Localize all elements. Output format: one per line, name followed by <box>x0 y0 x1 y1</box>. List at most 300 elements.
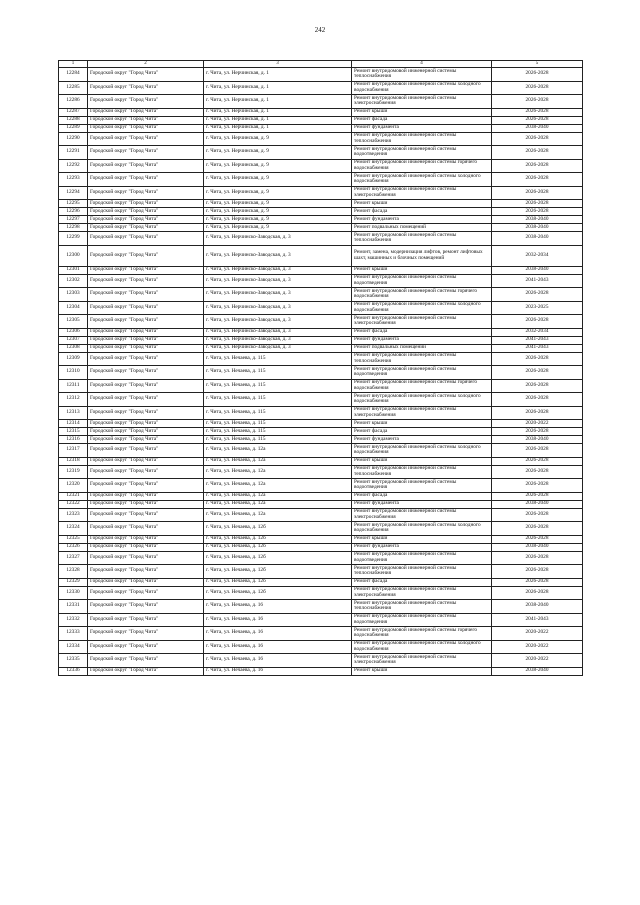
row-number-cell: 12299 <box>59 232 88 246</box>
table-row <box>59 224 583 232</box>
row-number-cell: 12332 <box>59 613 88 627</box>
work-type-cell: Ремонт фундамента <box>352 436 492 444</box>
header-cell: 3 <box>204 61 352 68</box>
municipality-cell: Городской округ "Город Чита" <box>88 420 204 428</box>
table-row <box>59 379 583 393</box>
period-cell: 2026-2028 <box>492 393 583 407</box>
address-cell: г. Чита, ул. Нечаева, д. 12а <box>204 508 352 522</box>
municipality-cell: Городской округ "Город Чита" <box>88 173 204 187</box>
row-number-cell: 12329 <box>59 578 88 586</box>
period-cell: 2026-2028 <box>492 315 583 329</box>
municipality-cell: Городской округ "Город Чита" <box>88 600 204 614</box>
row-number-cell: 12325 <box>59 535 88 543</box>
address-cell: г. Чита, ул. Нечаева, д. 115 <box>204 406 352 420</box>
period-cell: 2026-2028 <box>492 186 583 200</box>
row-number-cell: 12292 <box>59 159 88 173</box>
address-cell: г. Чита, ул. Нечаева, д. 115 <box>204 393 352 407</box>
row-number-cell: 12310 <box>59 366 88 380</box>
work-type-cell: Ремонт внутридомовой инженерной системы теплоснабжения <box>352 68 492 82</box>
row-number-cell: 12330 <box>59 586 88 600</box>
table-row <box>59 95 583 109</box>
municipality-cell: Городской округ "Город Чита" <box>88 522 204 536</box>
address-cell: г. Чита, ул. Нерчинская, д. 9 <box>204 132 352 146</box>
period-cell: 2026-2028 <box>492 551 583 565</box>
row-number-cell: 12333 <box>59 627 88 641</box>
address-cell: г. Чита, ул. Нечаева, д. 12б <box>204 565 352 579</box>
table-row <box>59 406 583 420</box>
work-type-cell: Ремонт внутридомовой инженерной системы теплоснабжения <box>352 132 492 146</box>
row-number-cell: 12298 <box>59 224 88 232</box>
work-type-cell: Ремонт фундамента <box>352 124 492 132</box>
period-cell: 2038-2040 <box>492 667 583 675</box>
row-number-cell: 12324 <box>59 522 88 536</box>
municipality-cell: Городской округ "Город Чита" <box>88 406 204 420</box>
row-number-cell: 12323 <box>59 508 88 522</box>
work-type-cell: Ремонт фасада <box>352 328 492 336</box>
address-cell: г. Чита, ул. Нечаева, д. 115 <box>204 428 352 436</box>
work-type-cell: Ремонт внутридомовой инженерной системы водоотведения <box>352 551 492 565</box>
municipality-cell: Городской округ "Город Чита" <box>88 266 204 274</box>
municipality-cell: Городской округ "Город Чита" <box>88 274 204 288</box>
row-number-cell: 12307 <box>59 336 88 344</box>
row-number-cell: 12308 <box>59 344 88 352</box>
municipality-cell: Городской округ "Город Чита" <box>88 81 204 95</box>
table-row <box>59 667 583 675</box>
header-cell: 2 <box>88 61 204 68</box>
period-cell: 2026-2028 <box>492 565 583 579</box>
address-cell: г. Чита, ул. Нерчинско-Заводская, д. 3 <box>204 336 352 344</box>
work-type-cell: Ремонт подвальных помещений <box>352 224 492 232</box>
table-row <box>59 600 583 614</box>
period-cell: 2020-2022 <box>492 627 583 641</box>
table-row <box>59 301 583 315</box>
work-type-cell: Ремонт фундамента <box>352 336 492 344</box>
work-type-cell: Ремонт фасада <box>352 428 492 436</box>
address-cell: г. Чита, ул. Нерчинская, д. 9 <box>204 173 352 187</box>
table-row <box>59 366 583 380</box>
municipality-cell: Городской округ "Город Чита" <box>88 95 204 109</box>
period-cell: 2023-2025 <box>492 301 583 315</box>
address-cell: г. Чита, ул. Нечаева, д. 16 <box>204 600 352 614</box>
address-cell: г. Чита, ул. Нечаева, д. 16 <box>204 667 352 675</box>
municipality-cell: Городской округ "Город Чита" <box>88 366 204 380</box>
row-number-cell: 12313 <box>59 406 88 420</box>
row-number-cell: 12284 <box>59 68 88 82</box>
work-type-cell: Ремонт фасада <box>352 578 492 586</box>
work-type-cell: Ремонт внутридомовой инженерной системы электроснабжения <box>352 186 492 200</box>
municipality-cell: Городской округ "Город Чита" <box>88 208 204 216</box>
row-number-cell: 12315 <box>59 428 88 436</box>
period-cell: 2026-2028 <box>492 586 583 600</box>
row-number-cell: 12326 <box>59 543 88 551</box>
row-number-cell: 12309 <box>59 352 88 366</box>
work-type-cell: Ремонт крыши <box>352 108 492 116</box>
table-row <box>59 551 583 565</box>
address-cell: г. Чита, ул. Нечаева, д. 12б <box>204 543 352 551</box>
table-row <box>59 108 583 116</box>
period-cell: 2038-2040 <box>492 266 583 274</box>
period-cell: 2038-2040 <box>492 436 583 444</box>
municipality-cell: Городской округ "Город Чита" <box>88 116 204 124</box>
address-cell: г. Чита, ул. Нечаева, д. 12б <box>204 535 352 543</box>
work-type-cell: Ремонт внутридомовой инженерной системы холодного водоснабжения <box>352 301 492 315</box>
row-number-cell: 12321 <box>59 492 88 500</box>
address-cell: г. Чита, ул. Нечаева, д. 115 <box>204 352 352 366</box>
row-number-cell: 12295 <box>59 200 88 208</box>
row-number-cell: 12301 <box>59 266 88 274</box>
period-cell: 2026-2028 <box>492 108 583 116</box>
work-type-cell: Ремонт подвальных помещений <box>352 344 492 352</box>
table-row <box>59 336 583 344</box>
municipality-cell: Городской округ "Город Чита" <box>88 124 204 132</box>
table-row <box>59 393 583 407</box>
period-cell: 2026-2028 <box>492 68 583 82</box>
work-type-cell: Ремонт фасада <box>352 208 492 216</box>
table-body <box>59 61 583 676</box>
table-row <box>59 492 583 500</box>
address-cell: г. Чита, ул. Нерчинско-Заводская, д. 3 <box>204 288 352 302</box>
table-row <box>59 420 583 428</box>
period-cell: 2026-2028 <box>492 366 583 380</box>
address-cell: г. Чита, ул. Нерчинская, д. 1 <box>204 124 352 132</box>
municipality-cell: Городской округ "Город Чита" <box>88 216 204 224</box>
period-cell: 2026-2028 <box>492 444 583 458</box>
work-type-cell: Ремонт внутридомовой инженерной системы горячего водоснабжения <box>352 159 492 173</box>
row-number-cell: 12305 <box>59 315 88 329</box>
period-cell: 2026-2028 <box>492 132 583 146</box>
work-type-cell: Ремонт внутридомовой инженерной системы электроснабжения <box>352 654 492 668</box>
municipality-cell: Городской округ "Город Чита" <box>88 336 204 344</box>
table-row <box>59 315 583 329</box>
table-row <box>59 640 583 654</box>
row-number-cell: 12302 <box>59 274 88 288</box>
address-cell: г. Чита, ул. Нечаева, д. 12а <box>204 465 352 479</box>
address-cell: г. Чита, ул. Нерчинская, д. 9 <box>204 200 352 208</box>
row-number-cell: 12303 <box>59 288 88 302</box>
row-number-cell: 12328 <box>59 565 88 579</box>
municipality-cell: Городской округ "Город Чита" <box>88 186 204 200</box>
table-row <box>59 68 583 82</box>
period-cell: 2026-2028 <box>492 200 583 208</box>
row-number-cell: 12317 <box>59 444 88 458</box>
address-cell: г. Чита, ул. Нечаева, д. 12а <box>204 444 352 458</box>
municipality-cell: Городской округ "Город Чита" <box>88 508 204 522</box>
table-row <box>59 159 583 173</box>
row-number-cell: 12286 <box>59 95 88 109</box>
period-cell: 2026-2028 <box>492 352 583 366</box>
municipality-cell: Городской округ "Город Чита" <box>88 328 204 336</box>
municipality-cell: Городской округ "Город Чита" <box>88 479 204 493</box>
row-number-cell: 12314 <box>59 420 88 428</box>
table-row <box>59 436 583 444</box>
row-number-cell: 12322 <box>59 500 88 508</box>
work-type-cell: Ремонт фасада <box>352 116 492 124</box>
address-cell: г. Чита, ул. Нечаева, д. 12б <box>204 578 352 586</box>
row-number-cell: 12289 <box>59 124 88 132</box>
municipality-cell: Городской округ "Город Чита" <box>88 393 204 407</box>
row-number-cell: 12296 <box>59 208 88 216</box>
address-cell: г. Чита, ул. Нерчинско-Заводская, д. 3 <box>204 266 352 274</box>
address-cell: г. Чита, ул. Нерчинско-Заводская, д. 3 <box>204 301 352 315</box>
address-cell: г. Чита, ул. Нечаева, д. 115 <box>204 436 352 444</box>
address-cell: г. Чита, ул. Нечаева, д. 12б <box>204 586 352 600</box>
table-row <box>59 500 583 508</box>
table-row <box>59 232 583 246</box>
municipality-cell: Городской округ "Город Чита" <box>88 132 204 146</box>
address-cell: г. Чита, ул. Нерчинская, д. 1 <box>204 68 352 82</box>
work-type-cell: Ремонт внутридомовой инженерной системы водоотведения <box>352 274 492 288</box>
row-number-cell: 12336 <box>59 667 88 675</box>
table-row <box>59 288 583 302</box>
address-cell: г. Чита, ул. Нерчинская, д. 9 <box>204 146 352 160</box>
period-cell: 2026-2028 <box>492 428 583 436</box>
table-row <box>59 200 583 208</box>
table-row <box>59 344 583 352</box>
work-type-cell: Ремонт внутридомовой инженерной системы холодного водоснабжения <box>352 173 492 187</box>
period-cell: 2026-2028 <box>492 508 583 522</box>
period-cell: 2026-2028 <box>492 522 583 536</box>
period-cell: 2026-2028 <box>492 159 583 173</box>
period-cell: 2026-2028 <box>492 116 583 124</box>
header-cell: 5 <box>492 61 583 68</box>
municipality-cell: Городской округ "Город Чита" <box>88 68 204 82</box>
row-number-cell: 12290 <box>59 132 88 146</box>
work-type-cell: Ремонт крыши <box>352 535 492 543</box>
period-cell: 2026-2028 <box>492 81 583 95</box>
municipality-cell: Городской округ "Город Чита" <box>88 245 204 266</box>
municipality-cell: Городской округ "Город Чита" <box>88 654 204 668</box>
table-row <box>59 627 583 641</box>
table-row <box>59 124 583 132</box>
address-cell: г. Чита, ул. Нечаева, д. 16 <box>204 640 352 654</box>
work-type-cell: Ремонт крыши <box>352 420 492 428</box>
address-cell: г. Чита, ул. Нерчинско-Заводская, д. 3 <box>204 315 352 329</box>
municipality-cell: Городской округ "Город Чита" <box>88 586 204 600</box>
address-cell: г. Чита, ул. Нерчинско-Заводская, д. 3 <box>204 344 352 352</box>
work-type-cell: Ремонт внутридомовой инженерной системы холодного водоснабжения <box>352 444 492 458</box>
work-type-cell: Ремонт внутридомовой инженерной системы горячего водоснабжения <box>352 379 492 393</box>
municipality-cell: Городской округ "Город Чита" <box>88 613 204 627</box>
table-row <box>59 613 583 627</box>
period-cell: 2026-2028 <box>492 146 583 160</box>
table-row <box>59 274 583 288</box>
period-cell: 2032-2034 <box>492 328 583 336</box>
address-cell: г. Чита, ул. Нечаева, д. 12б <box>204 522 352 536</box>
row-number-cell: 12335 <box>59 654 88 668</box>
row-number-cell: 12334 <box>59 640 88 654</box>
period-cell: 2026-2028 <box>492 379 583 393</box>
work-type-cell: Ремонт внутридомовой инженерной системы теплоснабжения <box>352 352 492 366</box>
period-cell: 2026-2028 <box>492 406 583 420</box>
table-row <box>59 186 583 200</box>
municipality-cell: Городской округ "Город Чита" <box>88 492 204 500</box>
period-cell: 2032-2034 <box>492 245 583 266</box>
address-cell: г. Чита, ул. Нерчинская, д. 1 <box>204 81 352 95</box>
work-type-cell: Ремонт фундамента <box>352 216 492 224</box>
work-type-cell: Ремонт внутридомовой инженерной системы холодного водоснабжения <box>352 522 492 536</box>
period-cell: 2041-2043 <box>492 336 583 344</box>
work-type-cell: Ремонт внутридомовой инженерной системы водоотведения <box>352 146 492 160</box>
address-cell: г. Чита, ул. Нерчинская, д. 9 <box>204 186 352 200</box>
work-type-cell: Ремонт крыши <box>352 266 492 274</box>
work-type-cell: Ремонт внутридомовой инженерной системы теплоснабжения <box>352 565 492 579</box>
table-row <box>59 173 583 187</box>
address-cell: г. Чита, ул. Нечаева, д. 16 <box>204 613 352 627</box>
table-row <box>59 266 583 274</box>
municipality-cell: Городской округ "Город Чита" <box>88 535 204 543</box>
table-row <box>59 216 583 224</box>
table-row <box>59 508 583 522</box>
work-type-cell: Ремонт внутридомовой инженерной системы электроснабжения <box>352 315 492 329</box>
row-number-cell: 12319 <box>59 465 88 479</box>
municipality-cell: Городской округ "Город Чита" <box>88 627 204 641</box>
period-cell: 2020-2022 <box>492 654 583 668</box>
municipality-cell: Городской округ "Город Чита" <box>88 457 204 465</box>
address-cell: г. Чита, ул. Нечаева, д. 12а <box>204 500 352 508</box>
table-row <box>59 444 583 458</box>
work-type-cell: Ремонт внутридомовой инженерной системы холодного водоснабжения <box>352 393 492 407</box>
municipality-cell: Городской округ "Город Чита" <box>88 146 204 160</box>
address-cell: г. Чита, ул. Нечаева, д. 12б <box>204 551 352 565</box>
row-number-cell: 12304 <box>59 301 88 315</box>
table-row <box>59 132 583 146</box>
municipality-cell: Городской округ "Город Чита" <box>88 379 204 393</box>
work-type-cell: Ремонт внутридомовой инженерной системы горячего водоснабжения <box>352 288 492 302</box>
table-row <box>59 465 583 479</box>
table-row <box>59 146 583 160</box>
work-type-cell: Ремонт фундамента <box>352 543 492 551</box>
row-number-cell: 12287 <box>59 108 88 116</box>
table-row <box>59 81 583 95</box>
period-cell: 2026-2028 <box>492 457 583 465</box>
work-type-cell: Ремонт крыши <box>352 200 492 208</box>
address-cell: г. Чита, ул. Нерчинская, д. 1 <box>204 108 352 116</box>
header-cell: 1 <box>59 61 88 68</box>
address-cell: г. Чита, ул. Нерчинская, д. 9 <box>204 216 352 224</box>
period-cell: 2041-2043 <box>492 274 583 288</box>
municipality-cell: Городской округ "Город Чита" <box>88 543 204 551</box>
table-row <box>59 428 583 436</box>
municipality-cell: Городской округ "Город Чита" <box>88 352 204 366</box>
period-cell: 2020-2022 <box>492 640 583 654</box>
period-cell: 2026-2028 <box>492 578 583 586</box>
header-cell: 4 <box>352 61 492 68</box>
period-cell: 2026-2028 <box>492 208 583 216</box>
municipality-cell: Городской округ "Город Чита" <box>88 428 204 436</box>
municipality-cell: Городской округ "Город Чита" <box>88 500 204 508</box>
address-cell: г. Чита, ул. Нерчинская, д. 9 <box>204 159 352 173</box>
row-number-cell: 12312 <box>59 393 88 407</box>
address-cell: г. Чита, ул. Нечаева, д. 12а <box>204 479 352 493</box>
municipality-cell: Городской округ "Город Чита" <box>88 301 204 315</box>
period-cell: 2038-2040 <box>492 543 583 551</box>
municipality-cell: Городской округ "Город Чита" <box>88 640 204 654</box>
period-cell: 2026-2028 <box>492 288 583 302</box>
period-cell: 2038-2040 <box>492 500 583 508</box>
period-cell: 2026-2028 <box>492 492 583 500</box>
table-row <box>59 654 583 668</box>
period-cell: 2041-2043 <box>492 344 583 352</box>
address-cell: г. Чита, ул. Нерчинская, д. 1 <box>204 116 352 124</box>
work-type-cell: Ремонт внутридомовой инженерной системы водоотведения <box>352 479 492 493</box>
municipality-cell: Городской округ "Город Чита" <box>88 344 204 352</box>
table-row <box>59 479 583 493</box>
row-number-cell: 12316 <box>59 436 88 444</box>
row-number-cell: 12285 <box>59 81 88 95</box>
row-number-cell: 12318 <box>59 457 88 465</box>
address-cell: г. Чита, ул. Нерчинско-Заводская, д. 3 <box>204 274 352 288</box>
work-type-cell: Ремонт крыши <box>352 457 492 465</box>
row-number-cell: 12293 <box>59 173 88 187</box>
municipality-cell: Городской округ "Город Чита" <box>88 108 204 116</box>
address-cell: г. Чита, ул. Нерчинско-Заводская, д. 3 <box>204 328 352 336</box>
period-cell: 2020-2022 <box>492 420 583 428</box>
municipality-cell: Городской округ "Город Чита" <box>88 200 204 208</box>
row-number-cell: 12300 <box>59 245 88 266</box>
row-number-cell: 12306 <box>59 328 88 336</box>
municipality-cell: Городской округ "Город Чита" <box>88 578 204 586</box>
work-type-cell: Ремонт внутридомовой инженерной системы холодного водоснабжения <box>352 640 492 654</box>
work-type-cell: Ремонт внутридомовой инженерной системы водоотведения <box>352 613 492 627</box>
address-cell: г. Чита, ул. Нечаева, д. 16 <box>204 654 352 668</box>
municipality-cell: Городской округ "Город Чита" <box>88 667 204 675</box>
municipality-cell: Городской округ "Город Чита" <box>88 315 204 329</box>
municipality-cell: Городской округ "Город Чита" <box>88 565 204 579</box>
work-type-cell: Ремонт крыши <box>352 667 492 675</box>
municipality-cell: Городской округ "Город Чита" <box>88 232 204 246</box>
table-row <box>59 457 583 465</box>
work-type-cell: Ремонт внутридомовой инженерной системы горячего водоснабжения <box>352 627 492 641</box>
table-row <box>59 208 583 216</box>
municipality-cell: Городской округ "Город Чита" <box>88 444 204 458</box>
row-number-cell: 12320 <box>59 479 88 493</box>
work-type-cell: Ремонт внутридомовой инженерной системы электроснабжения <box>352 95 492 109</box>
table-row <box>59 116 583 124</box>
municipality-cell: Городской округ "Город Чита" <box>88 465 204 479</box>
table-row <box>59 586 583 600</box>
municipality-cell: Городской округ "Город Чита" <box>88 551 204 565</box>
work-type-cell: Ремонт внутридомовой инженерной системы теплоснабжения <box>352 232 492 246</box>
table-row <box>59 245 583 266</box>
work-type-cell: Ремонт фундамента <box>352 500 492 508</box>
address-cell: г. Чита, ул. Нерчинско-Заводская, д. 3 <box>204 245 352 266</box>
work-type-cell: Ремонт внутридомовой инженерной системы теплоснабжения <box>352 465 492 479</box>
page-number: 242 <box>314 26 326 34</box>
table-row <box>59 535 583 543</box>
work-type-cell: Ремонт внутридомовой инженерной системы водоотведения <box>352 366 492 380</box>
row-number-cell: 12288 <box>59 116 88 124</box>
work-type-cell: Ремонт внутридомовой инженерной системы электроснабжения <box>352 586 492 600</box>
repair-schedule-table <box>58 60 583 676</box>
row-number-cell: 12291 <box>59 146 88 160</box>
period-cell: 2038-2040 <box>492 224 583 232</box>
period-cell: 2038-2040 <box>492 600 583 614</box>
period-cell: 2026-2028 <box>492 95 583 109</box>
address-cell: г. Чита, ул. Нерчинская, д. 1 <box>204 95 352 109</box>
address-cell: г. Чита, ул. Нерчинская, д. 9 <box>204 224 352 232</box>
address-cell: г. Чита, ул. Нерчинско-Заводская, д. 3 <box>204 232 352 246</box>
work-type-cell: Ремонт внутридомовой инженерной системы электроснабжения <box>352 406 492 420</box>
municipality-cell: Городской округ "Город Чита" <box>88 288 204 302</box>
row-number-cell: 12294 <box>59 186 88 200</box>
municipality-cell: Городской округ "Город Чита" <box>88 224 204 232</box>
row-number-cell: 12327 <box>59 551 88 565</box>
address-cell: г. Чита, ул. Нерчинская, д. 9 <box>204 208 352 216</box>
work-type-cell: Ремонт внутридомовой инженерной системы электроснабжения <box>352 508 492 522</box>
table-row <box>59 578 583 586</box>
work-type-cell: Ремонт фасада <box>352 492 492 500</box>
work-type-cell: Ремонт, замена, модернизация лифтов, ремонт лифтовых шахт, машинных и блочных помещений <box>352 245 492 266</box>
